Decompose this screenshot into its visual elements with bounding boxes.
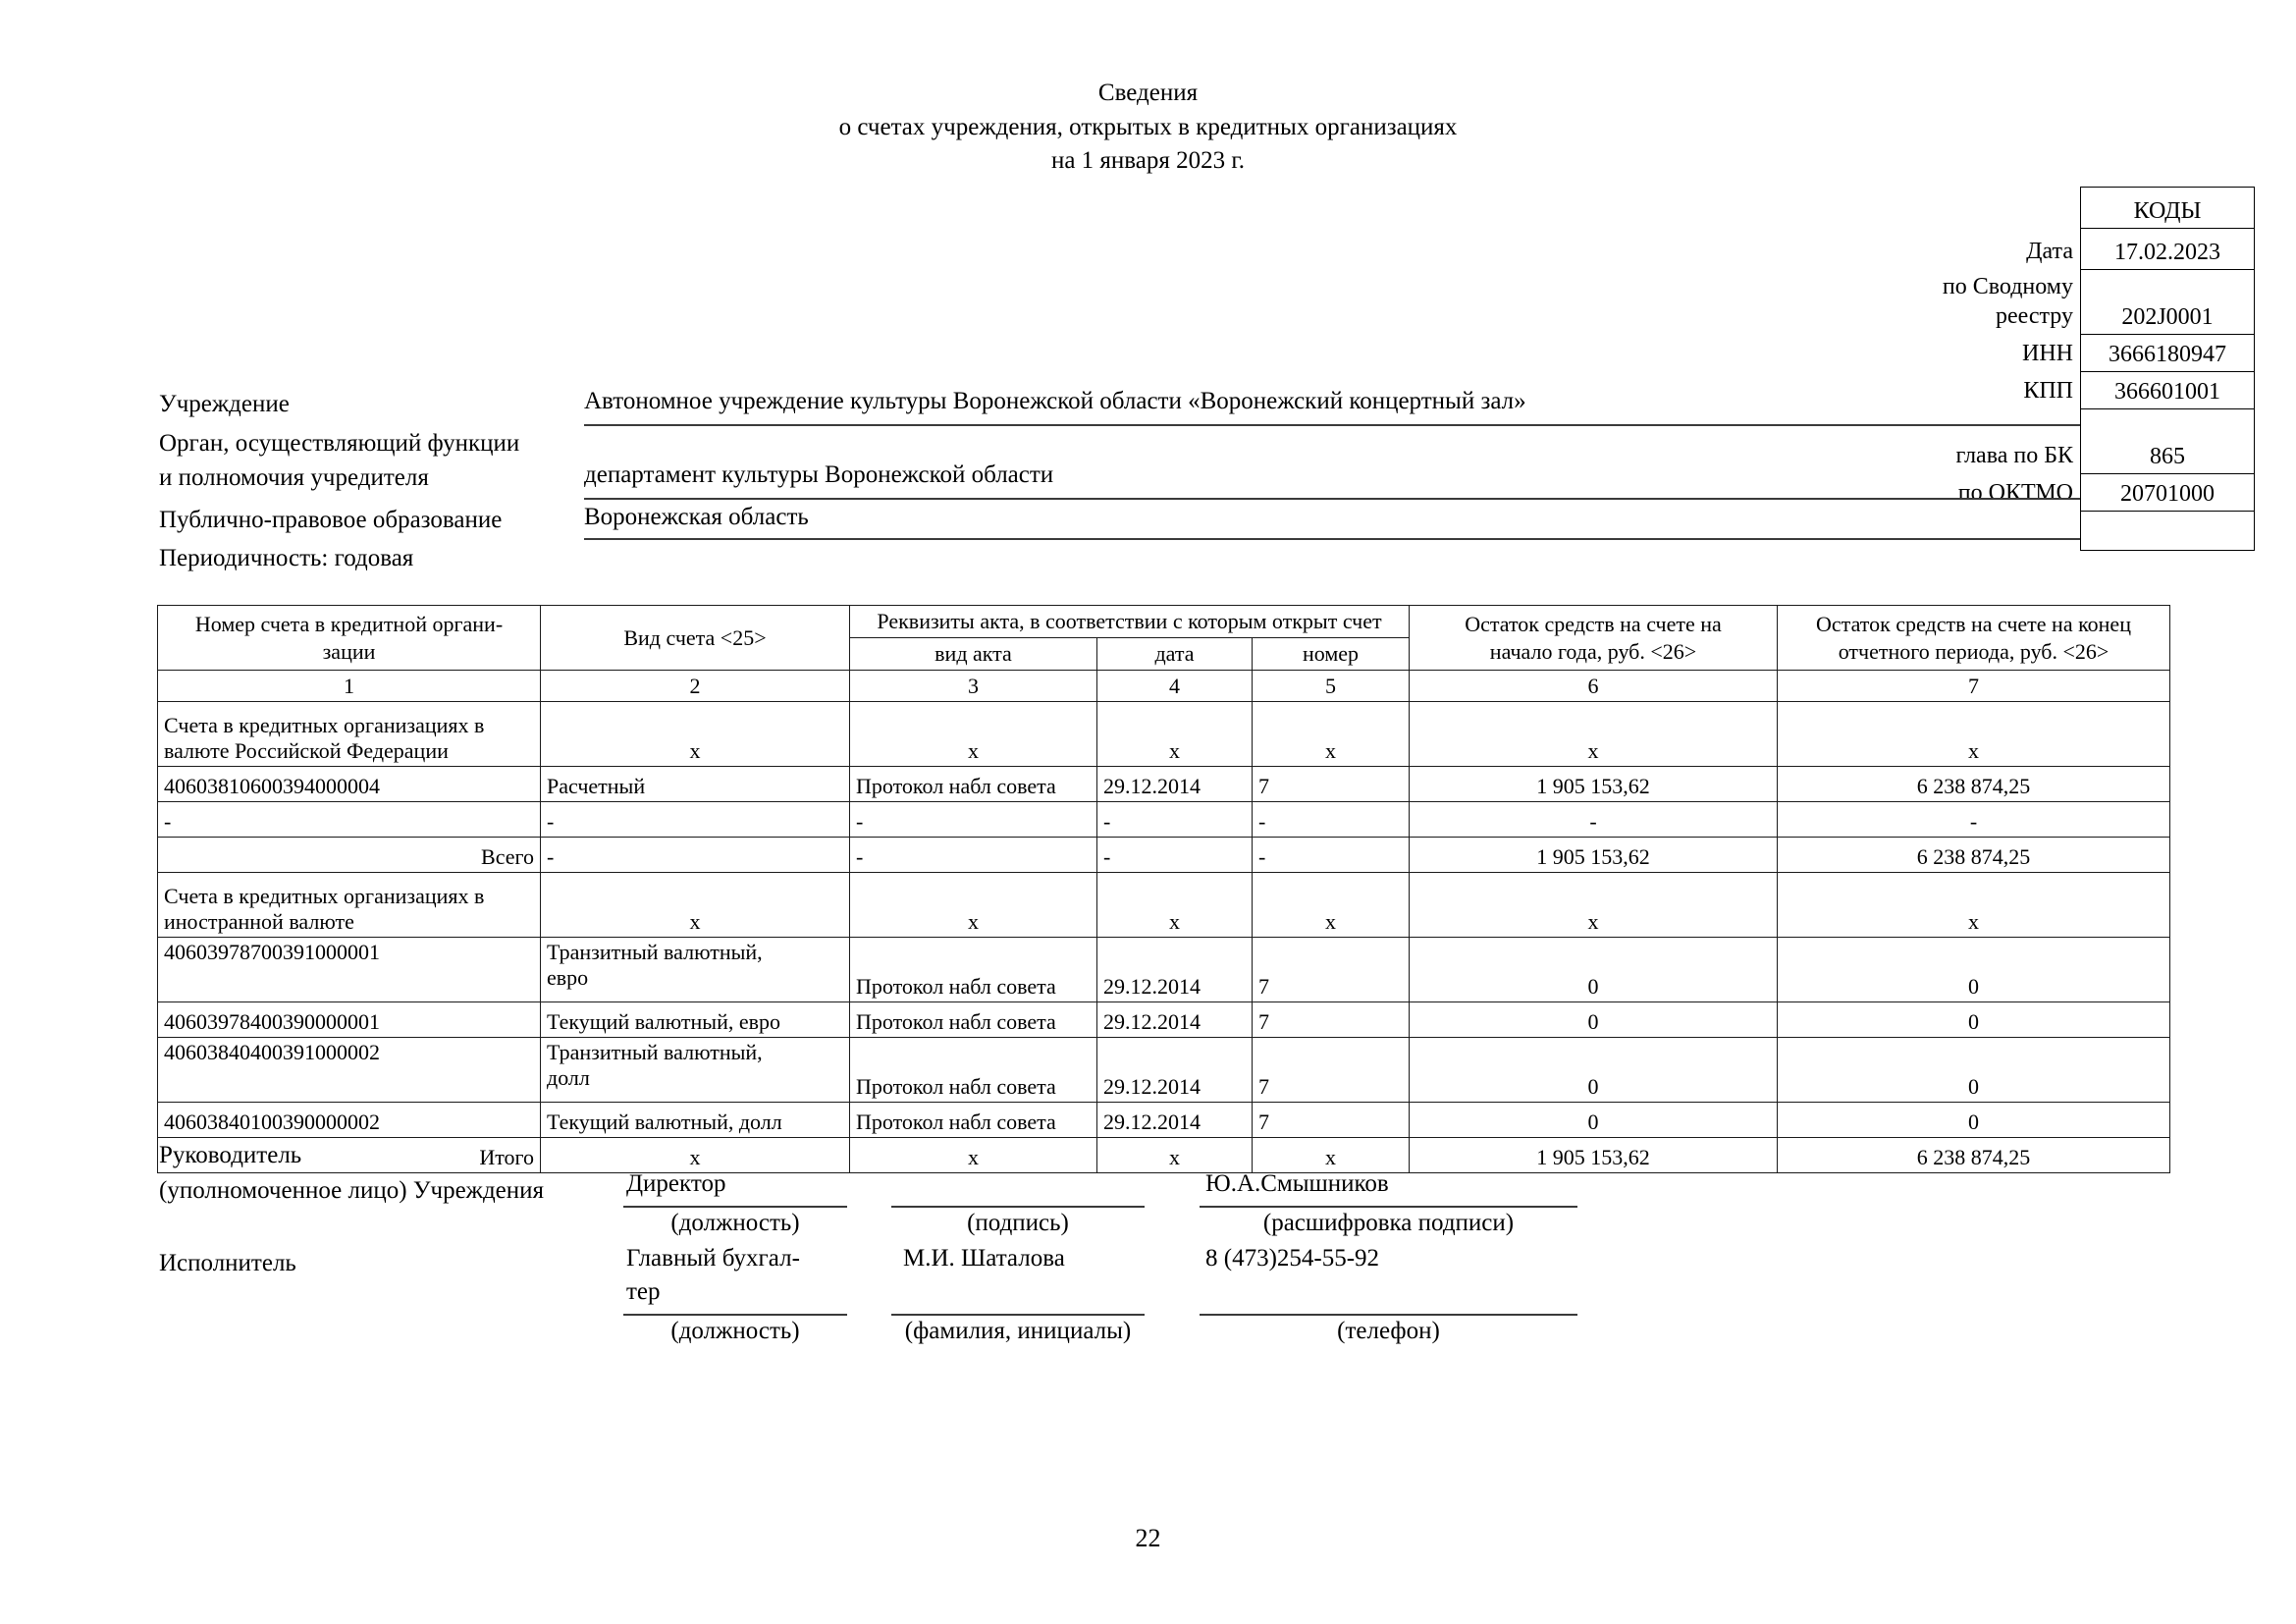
cell-act-kind: х [850, 873, 1097, 938]
cell-act-date: 29.12.2014 [1097, 1002, 1253, 1038]
header-act-number: номер [1253, 638, 1410, 671]
cell-act-date: х [1097, 1138, 1253, 1173]
col-number-7: 7 [1778, 671, 2170, 702]
founder-label-line-1: Орган, осуществляющий функции [159, 430, 520, 457]
table-row [158, 1038, 2170, 1103]
title-line-2: о счетах учреждения, открытых в кредитных организациях [838, 113, 1458, 140]
codes-value-oktmo: 20701000 [2120, 481, 2215, 507]
col-number-6: 6 [1410, 671, 1778, 702]
table-column-numbers-row [158, 671, 2170, 702]
cell-account-type: Расчетный [541, 767, 850, 802]
cell-balance-start: 0 [1410, 938, 1778, 1002]
codes-value-glava-po-bk: 865 [2150, 444, 2185, 469]
cell-account-type: Текущий валютный, евро [541, 1002, 850, 1038]
caption-surname: (фамилия, инициалы) [904, 1318, 1132, 1344]
codes-value-date: 17.02.2023 [2114, 240, 2220, 265]
cell-account-type: Транзитный валютный, долл [541, 1038, 850, 1103]
head-position-value: Директор [626, 1170, 726, 1197]
caption-phone: (телефон) [1337, 1318, 1440, 1344]
ppo-label: Публично-правовое образование [159, 507, 503, 533]
institution-underline [584, 424, 2080, 426]
cell-act-kind: - [850, 838, 1097, 873]
institution-value: Автономное учреждение культуры Воронежской области «Воронежский концертный зал» [584, 388, 1526, 414]
founder-label-line-2: и полномочия учредителя [159, 464, 429, 491]
table-row [158, 767, 2170, 802]
table-row [158, 802, 2170, 838]
caption-signature: (подпись) [967, 1210, 1069, 1236]
codes-row-oktmo [1957, 474, 2254, 512]
cell-account-type: Текущий валютный, долл [541, 1103, 850, 1138]
cell-act-kind: - [850, 802, 1097, 838]
cell-act-number: х [1253, 1138, 1410, 1173]
codes-label-inn: ИНН [2022, 340, 2073, 366]
head-label-line-1: Руководитель [159, 1142, 302, 1168]
caption-position-2: (должность) [670, 1318, 800, 1344]
codes-row-date [2026, 229, 2254, 270]
cell-balance-start: х [1410, 702, 1778, 767]
cell-act-number: - [1253, 802, 1410, 838]
cell-balance-end: 0 [1778, 938, 2170, 1002]
codes-label-svodny-reestr: по Сводному реестру [1942, 274, 2073, 329]
cell-act-date: - [1097, 802, 1253, 838]
cell-balance-start: 0 [1410, 1103, 1778, 1138]
cell-account-number: 40603978400390000001 [158, 1002, 541, 1038]
cell-act-kind: х [850, 1138, 1097, 1173]
codes-row-glava-po-bk [1955, 409, 2254, 474]
page-number: 22 [1135, 1524, 1161, 1552]
cell-act-date: 29.12.2014 [1097, 767, 1253, 802]
cell-account-type: Транзитный валютный, евро [541, 938, 850, 1002]
cell-account-number: 40603840400391000002 [158, 1038, 541, 1103]
table-header-row-1 [158, 606, 2170, 638]
codes-label-date: Дата [2026, 238, 2073, 264]
cell-balance-start: 0 [1410, 1002, 1778, 1038]
col-number-5: 5 [1253, 671, 1410, 702]
header-balance-end: Остаток средств на счете на конец отчетного периода, руб. <26> [1778, 606, 2170, 671]
periodicity-label: Периодичность: годовая [159, 545, 414, 571]
cell-act-number: 7 [1253, 938, 1410, 1002]
head-label-line-2: (уполномоченное лицо) Учреждения [159, 1177, 545, 1204]
codes-box [1942, 187, 2255, 551]
cell-act-number: 7 [1253, 1103, 1410, 1138]
codes-header-row [2081, 188, 2254, 229]
cell-balance-end: 6 238 874,25 [1778, 838, 2170, 873]
cell-balance-end: х [1778, 702, 2170, 767]
codes-row-svodny-reestr [1942, 270, 2254, 335]
executor-name-value: М.И. Шаталова [903, 1245, 1065, 1272]
section-label-fx: Счета в кредитных организациях в иностранной валюте [158, 873, 541, 938]
cell-account-type: х [541, 702, 850, 767]
cell-act-date: 29.12.2014 [1097, 938, 1253, 1002]
executor-phone-value: 8 (473)254-55-92 [1205, 1245, 1380, 1272]
caption-signature-decode: (расшифровка подписи) [1262, 1210, 1515, 1236]
executor-position-line-2: тер [626, 1278, 661, 1305]
col-number-1: 1 [158, 671, 541, 702]
codes-header-label: КОДЫ [2133, 198, 2202, 224]
cell-balance-start: 1 905 153,62 [1410, 838, 1778, 873]
cell-account-type: х [541, 1138, 850, 1173]
cell-account-number: - [158, 802, 541, 838]
codes-row-empty [2081, 512, 2254, 551]
col-number-3: 3 [850, 671, 1097, 702]
executor-position-underline [623, 1314, 847, 1316]
executor-name-underline [891, 1314, 1145, 1316]
cell-act-kind: Протокол набл совета [850, 1002, 1097, 1038]
header-act-details-group: Реквизиты акта, в соответствии с которым открыт счет [850, 606, 1410, 638]
cell-act-number: х [1253, 873, 1410, 938]
executor-label: Исполнитель [159, 1250, 296, 1276]
cell-balance-end: 0 [1778, 1002, 2170, 1038]
codes-value-svodny-reestr: 202J0001 [2121, 304, 2214, 330]
title-line-1: Сведения [1097, 80, 1199, 106]
codes-value-kpp: 366601001 [2114, 379, 2220, 405]
codes-label-oktmo: по ОКТМО [1957, 479, 2073, 506]
executor-position-line-1: Главный бухгал- [626, 1245, 800, 1272]
head-name-underline [1200, 1206, 1577, 1208]
cell-balance-end: 6 238 874,25 [1778, 1138, 2170, 1173]
col-number-2: 2 [541, 671, 850, 702]
table-row [158, 702, 2170, 767]
cell-balance-end: 0 [1778, 1103, 2170, 1138]
cell-balance-end: 0 [1778, 1038, 2170, 1103]
codes-value-inn: 3666180947 [2109, 342, 2226, 367]
cell-balance-end: 6 238 874,25 [1778, 767, 2170, 802]
cell-act-date: 29.12.2014 [1097, 1103, 1253, 1138]
cell-balance-start: 1 905 153,62 [1410, 1138, 1778, 1173]
cell-balance-start: 1 905 153,62 [1410, 767, 1778, 802]
cell-act-number: 7 [1253, 1002, 1410, 1038]
cell-act-number: х [1253, 702, 1410, 767]
header-balance-start: Остаток средств на счете на начало года, руб. <26> [1410, 606, 1778, 671]
caption-position-1: (должность) [670, 1210, 800, 1236]
total-label-vsego: Всего [158, 838, 541, 873]
col-number-4: 4 [1097, 671, 1253, 702]
cell-account-type: - [541, 838, 850, 873]
founder-underline [584, 498, 2080, 500]
header-account-number: Номер счета в кредитной органи- зации [158, 606, 541, 671]
cell-act-number: 7 [1253, 767, 1410, 802]
cell-act-kind: Протокол набл совета [850, 1103, 1097, 1138]
accounts-table [157, 605, 2170, 1173]
cell-account-number: 40603840100390000002 [158, 1103, 541, 1138]
table-row [158, 1138, 2170, 1173]
table-row [158, 1103, 2170, 1138]
cell-account-type: - [541, 802, 850, 838]
section-label-rub: Счета в кредитных организациях в валюте Российской Федерации [158, 702, 541, 767]
cell-act-date: х [1097, 873, 1253, 938]
total-label-itogo: Итого [158, 1138, 541, 1173]
institution-label: Учреждение [159, 391, 290, 417]
cell-act-date: 29.12.2014 [1097, 1038, 1253, 1103]
cell-balance-start: 0 [1410, 1038, 1778, 1103]
head-name-value: Ю.А.Смышников [1205, 1170, 1389, 1197]
cell-act-kind: Протокол набл совета [850, 767, 1097, 802]
executor-phone-underline [1200, 1314, 1577, 1316]
cell-account-number: 40603810600394000004 [158, 767, 541, 802]
table-row [158, 938, 2170, 1002]
cell-act-kind: Протокол набл совета [850, 1038, 1097, 1103]
founder-value: департамент культуры Воронежской области [584, 461, 1054, 488]
title-line-3: на 1 января 2023 г. [1050, 147, 1246, 174]
cell-account-number: 40603978700391000001 [158, 938, 541, 1002]
codes-label-kpp: КПП [2023, 377, 2073, 404]
cell-act-number: 7 [1253, 1038, 1410, 1103]
ppo-underline [584, 538, 2080, 540]
cell-balance-start: х [1410, 873, 1778, 938]
ppo-value: Воронежская область [584, 504, 809, 530]
cell-act-date: - [1097, 838, 1253, 873]
header-account-type: Вид счета <25> [541, 606, 850, 671]
codes-row-kpp [2023, 372, 2254, 409]
cell-balance-end: х [1778, 873, 2170, 938]
head-position-underline [623, 1206, 847, 1208]
cell-act-kind: х [850, 702, 1097, 767]
table-row [158, 1002, 2170, 1038]
header-act-date: дата [1097, 638, 1253, 671]
page-title [0, 77, 2296, 179]
codes-row-inn [2022, 335, 2254, 372]
header-act-kind: вид акта [850, 638, 1097, 671]
cell-balance-start: - [1410, 802, 1778, 838]
table-row [158, 873, 2170, 938]
cell-act-number: - [1253, 838, 1410, 873]
cell-balance-end: - [1778, 802, 2170, 838]
head-signature-underline [891, 1206, 1145, 1208]
table-row [158, 838, 2170, 873]
cell-act-date: х [1097, 702, 1253, 767]
cell-act-kind: Протокол набл совета [850, 938, 1097, 1002]
codes-label-glava-po-bk: глава по БК [1955, 442, 2073, 468]
cell-account-type: х [541, 873, 850, 938]
